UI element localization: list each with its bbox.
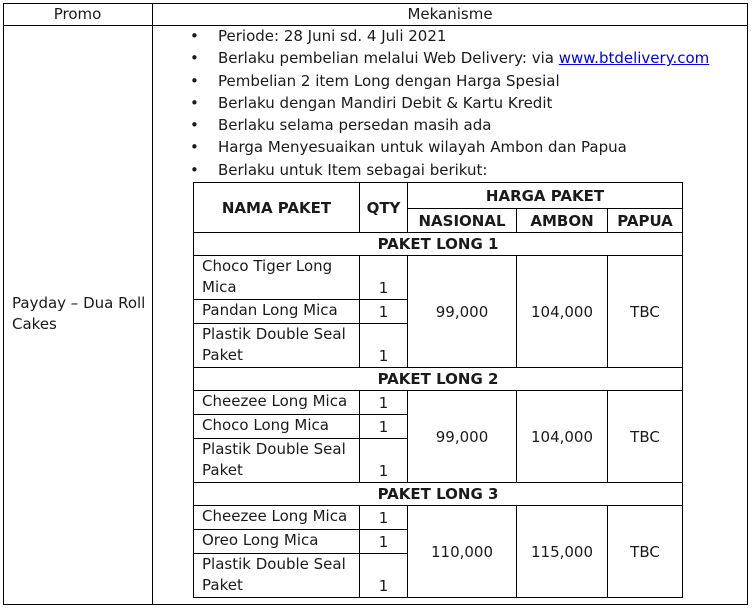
- item-name: Oreo Long Mica: [194, 530, 360, 554]
- col-papua: PAPUA: [608, 209, 683, 233]
- item-qty: 1: [360, 554, 408, 598]
- item-qty: 1: [360, 439, 408, 483]
- mechanism-item: • Berlaku selama persedan masih ada: [190, 114, 709, 136]
- promo-name: Payday – Dua Roll Cakes: [12, 294, 146, 333]
- col-ambon: AMBON: [517, 209, 608, 233]
- package-table: [193, 182, 683, 598]
- column-divider: [152, 3, 153, 605]
- price-nasional: 110,000: [408, 506, 517, 598]
- price-papua: TBC: [608, 391, 683, 483]
- price-nasional: 99,000: [408, 256, 517, 368]
- price-ambon: 104,000: [517, 256, 608, 368]
- group-title: PAKET LONG 1: [194, 233, 683, 256]
- item-qty: 1: [360, 256, 408, 300]
- item-name: Plastik Double Seal Paket: [194, 554, 360, 598]
- mechanism-item: • Pembelian 2 item Long dengan Harga Spesial: [190, 70, 709, 92]
- item-qty: 1: [360, 391, 408, 415]
- price-nasional: 99,000: [408, 391, 517, 483]
- mechanism-list: [190, 25, 709, 181]
- col-nasional: NASIONAL: [408, 209, 517, 233]
- price-ambon: 115,000: [517, 506, 608, 598]
- item-name: Plastik Double Seal Paket: [194, 324, 360, 368]
- mechanism-item: • Berlaku dengan Mandiri Debit & Kartu Kredit: [190, 92, 709, 114]
- item-name: Choco Tiger Long Mica: [194, 256, 360, 300]
- item-qty: 1: [360, 506, 408, 530]
- header-mekanisme: Mekanisme: [407, 5, 493, 23]
- col-harga-paket: HARGA PAKET: [408, 183, 683, 209]
- item-qty: 1: [360, 415, 408, 439]
- mechanism-item: • Periode: 28 Juni sd. 4 Juli 2021: [190, 25, 709, 47]
- header-promo: Promo: [53, 5, 102, 23]
- item-name: Choco Long Mica: [194, 415, 360, 439]
- item-name: Cheezee Long Mica: [194, 506, 360, 530]
- item-name: Plastik Double Seal Paket: [194, 439, 360, 483]
- item-qty: 1: [360, 530, 408, 554]
- item-qty: 1: [360, 324, 408, 368]
- mechanism-item: • Harga Menyesuaikan untuk wilayah Ambon dan Papua: [190, 136, 709, 158]
- item-name: Cheezee Long Mica: [194, 391, 360, 415]
- group-title: PAKET LONG 3: [194, 483, 683, 506]
- price-ambon: 104,000: [517, 391, 608, 483]
- item-name: Pandan Long Mica: [194, 300, 360, 324]
- price-papua: TBC: [608, 506, 683, 598]
- item-qty: 1: [360, 300, 408, 324]
- mechanism-item: • Berlaku untuk Item sebagai berikut:: [190, 159, 709, 181]
- group-title: PAKET LONG 2: [194, 368, 683, 391]
- mechanism-item: • Berlaku pembelian melalui Web Delivery: via www.btdelivery.com: [190, 47, 709, 69]
- col-qty: QTY: [360, 183, 408, 233]
- btdelivery-link[interactable]: www.btdelivery.com: [558, 49, 710, 68]
- price-papua: TBC: [608, 256, 683, 368]
- col-nama-paket: NAMA PAKET: [194, 183, 360, 233]
